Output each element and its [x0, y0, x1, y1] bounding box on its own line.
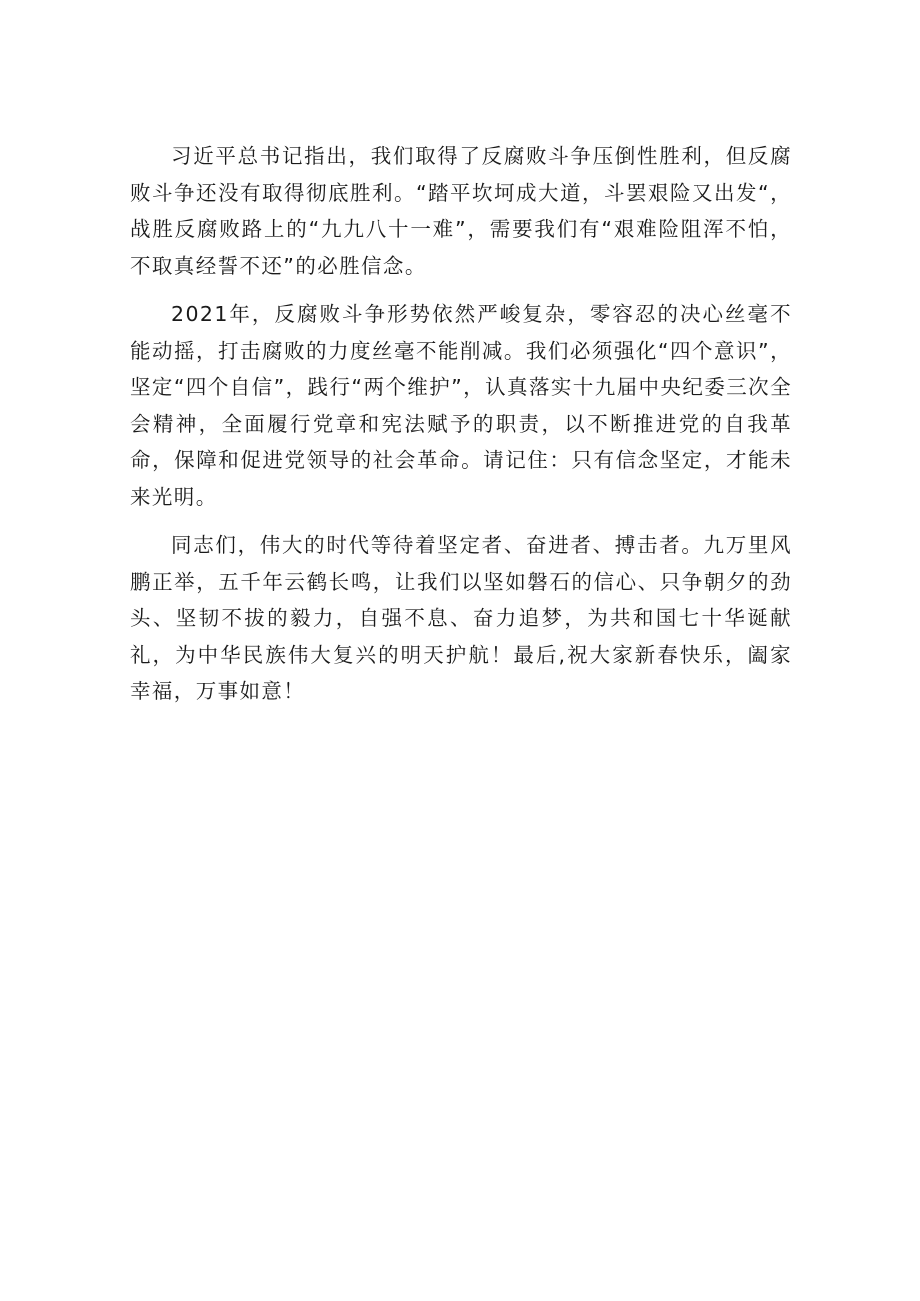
paragraph-2: 2021年，反腐败斗争形势依然严峻复杂，零容忍的决心丝毫不能动摇，打击腐败的力度丝毫不能削减。我们必须强化“四个意识”，坚定“四个自信”，践行“两个维护”，认真落实十九届中央纪委三次全会精神，全面履行党章和宪法赋予的职责，以不断推进党的自我革命，保障和促进党领导的社会革命。请记住：只有信念坚定，才能未来光明。 [130, 302, 792, 509]
document-body [130, 138, 792, 722]
paragraph-3: 同志们，伟大的时代等待着坚定者、奋进者、搏击者。九万里风鹏正举，五千年云鹤长鸣，让我们以坚如磐石的信心、只争朝夕的劲头、坚韧不拔的毅力，自强不息、奋力追梦，为共和国七十华诞献礼，为中华民族伟大复兴的明天护航！最后,祝大家新春快乐，阖家幸福，万事如意！ [130, 533, 792, 703]
paragraph-1: 习近平总书记指出，我们取得了反腐败斗争压倒性胜利，但反腐败斗争还没有取得彻底胜利。“踏平坎坷成大道，斗罢艰险又出发“，战胜反腐败路上的“九九八十一难”，需要我们有“艰难险阻浑不怕，不取真经誓不还”的必胜信念。 [130, 144, 792, 278]
